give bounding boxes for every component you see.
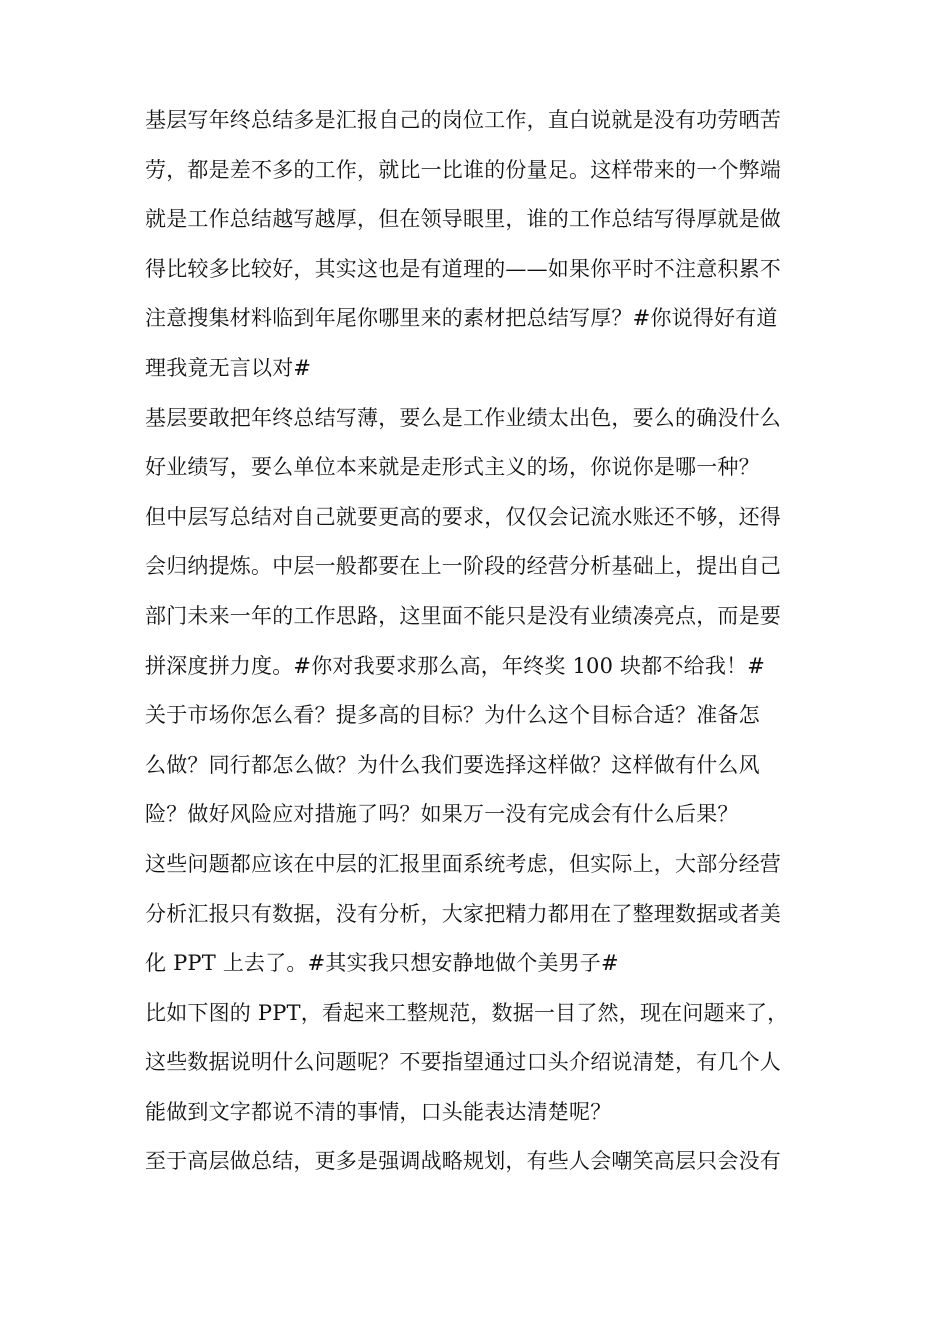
text-line: 关于市场你怎么看？提多高的目标？为什么这个目标合适？准备怎 (145, 703, 760, 728)
text-line: 基层写年终总结多是汇报自己的岗位工作，直白说就是没有功劳晒苦 (145, 108, 781, 132)
text-line: 但中层写总结对自己就要更高的要求，仅仅会记流水账还不够，还得 (145, 504, 781, 529)
text-line: 会归纳提炼。中层一般都要在上一阶段的经营分析基础上，提出自己 (145, 554, 781, 579)
text-line: 能做到文字都说不清的事情，口头能表达清楚呢？ (145, 1099, 612, 1124)
text-line: 分析汇报只有数据，没有分析，大家把精力都用在了整理数据或者美 (145, 901, 781, 926)
text-line: 基层要敢把年终总结写薄，要么是工作业绩太出色，要么的确没什么 (145, 405, 781, 430)
text-line: 理我竟无言以对# (145, 355, 312, 380)
text-line: 部门未来一年的工作思路，这里面不能只是没有业绩凑亮点，而是要 (145, 603, 781, 628)
text-line: 这些数据说明什么问题呢？不要指望通过口头介绍说清楚，有几个人 (145, 1050, 781, 1075)
text-line: 注意搜集材料临到年尾你哪里来的素材把总结写厚？#你说得好有道 (145, 306, 778, 331)
text-line: 好业绩写，要么单位本来就是走形式主义的场，你说你是哪一种？ (145, 455, 760, 480)
text-line: 比如下图的 PPT，看起来工整规范，数据一目了然，现在问题来了， (145, 1000, 789, 1025)
text-line: 拼深度拼力度。#你对我要求那么高，年终奖 100 块都不给我！# (145, 653, 766, 678)
text-line: 化 PPT 上去了。#其实我只想安静地做个美男子# (145, 951, 619, 976)
document-body (145, 96, 817, 1187)
text-line: 得比较多比较好，其实这也是有道理的——如果你平时不注意积累不 (145, 256, 781, 281)
text-line: 就是工作总结越写越厚，但在领导眼里，谁的工作总结写得厚就是做 (145, 207, 781, 232)
text-line: 这些问题都应该在中层的汇报里面系统考虑，但实际上，大部分经营 (145, 851, 781, 876)
text-line: 么做？同行都怎么做？为什么我们要选择这样做？这样做有什么风 (145, 752, 760, 777)
text-line: 劳，都是差不多的工作，就比一比谁的份量足。这样带来的一个弊端 (145, 157, 781, 182)
text-line: 至于高层做总结，更多是强调战略规划，有些人会嘲笑高层只会没有 (145, 1149, 781, 1174)
text-line: 险？做好风险应对措施了吗？如果万一没有完成会有什么后果？ (145, 802, 739, 827)
